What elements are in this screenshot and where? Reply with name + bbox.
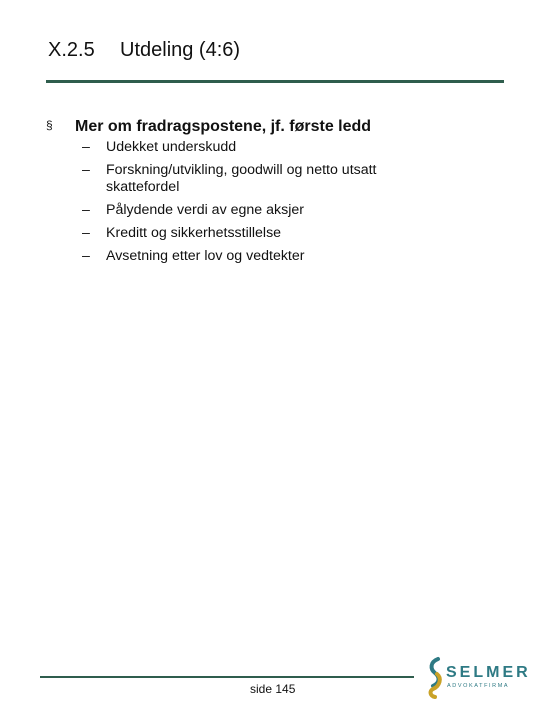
selmer-logo	[426, 656, 531, 700]
list-item-text: Forskning/utvikling, goodwill og netto utsatt skattefordel	[106, 162, 377, 195]
list-item-text: Udekket underskudd	[106, 139, 237, 155]
dash-marker: –	[82, 139, 90, 155]
dash-marker: –	[82, 225, 90, 241]
list-item	[82, 225, 452, 242]
page-number: side 145	[250, 682, 296, 696]
list-item-text: Pålydende verdi av egne aksjer	[106, 202, 304, 218]
footer-divider	[40, 676, 414, 678]
logo-subtitle: ADVOKATFIRMA	[447, 683, 510, 689]
title-number: X.2.5	[48, 39, 95, 61]
main-bullet-text: Mer om fradragspostene, jf. første ledd	[75, 118, 372, 135]
list-item-text: Kreditt og sikkerhetsstillelse	[106, 225, 282, 241]
logo-wordmark: SELMER	[446, 664, 531, 681]
title-text: Utdeling (4:6)	[120, 39, 241, 61]
title-divider	[46, 80, 504, 83]
list-item	[82, 248, 452, 265]
sub-bullet-list	[82, 139, 452, 271]
list-item	[82, 139, 452, 156]
page-title	[48, 39, 240, 62]
list-item-text: Avsetning etter lov og vedtekter	[106, 248, 305, 264]
main-bullet	[46, 118, 371, 136]
dash-marker: –	[82, 162, 90, 178]
dash-marker: –	[82, 248, 90, 264]
section-bullet-marker: §	[46, 118, 53, 132]
list-item	[82, 202, 452, 219]
selmer-logo-mark-icon	[426, 656, 444, 700]
dash-marker: –	[82, 202, 90, 218]
list-item	[82, 162, 452, 196]
